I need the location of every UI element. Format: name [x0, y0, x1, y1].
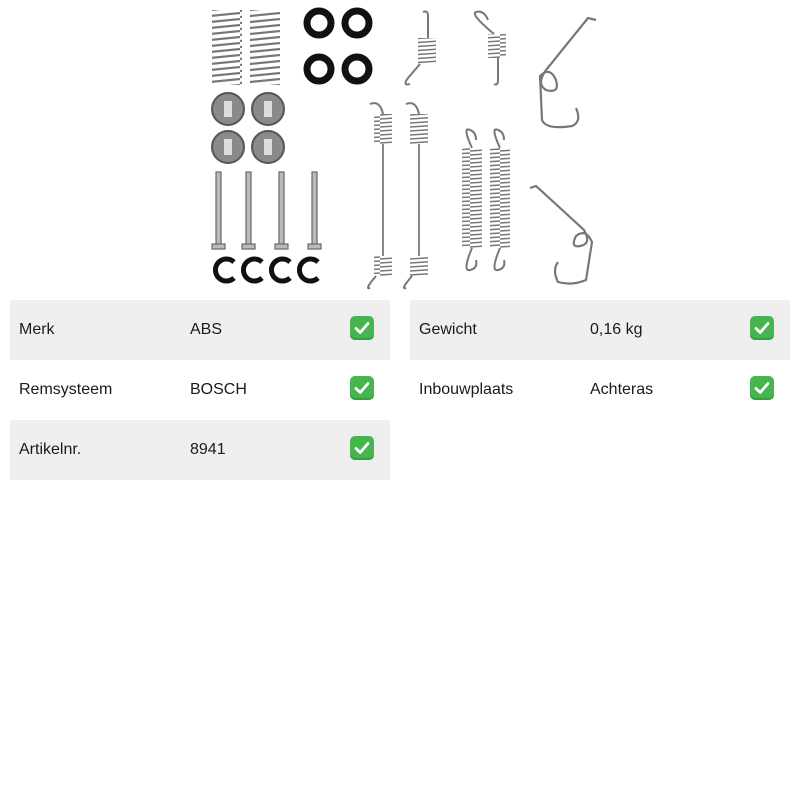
- spec-label: Gewicht: [419, 321, 477, 338]
- spec-value: 8941: [190, 441, 226, 458]
- check-mark-icon: [350, 316, 374, 340]
- rubber-ring-icon: [307, 11, 369, 81]
- spec-table-left: [10, 300, 390, 480]
- retaining-clip-icon: [215, 259, 318, 281]
- spec-row-merk: [10, 300, 390, 360]
- check-mark-icon: [350, 376, 374, 400]
- check-mark-icon: [750, 376, 774, 400]
- check-mark-icon: [750, 316, 774, 340]
- spec-label: Artikelnr.: [19, 441, 82, 458]
- spec-row-gewicht: [410, 300, 790, 360]
- check-mark-icon: [350, 436, 374, 460]
- short-tension-spring-icon: [405, 12, 506, 85]
- spec-label: Inbouwplaats: [419, 381, 514, 398]
- spring-cup-icon: [212, 93, 284, 163]
- spec-value: BOSCH: [190, 381, 247, 398]
- spec-label: Merk: [19, 321, 55, 338]
- spec-table-right: [410, 300, 790, 420]
- spec-value: Achteras: [590, 381, 654, 398]
- spec-value: ABS: [190, 321, 223, 338]
- spec-row-artikelnr: [10, 420, 390, 480]
- hold-down-pin-icon: [212, 172, 321, 249]
- spec-label: Remsysteem: [19, 381, 113, 398]
- lever-spring-icon: [530, 18, 596, 284]
- product-image: [200, 0, 600, 292]
- compression-spring-icon: [212, 10, 280, 85]
- long-return-spring-icon: [368, 103, 510, 288]
- spec-row-inbouwplaats: [410, 360, 790, 420]
- spec-value: 0,16 kg: [590, 321, 643, 338]
- spec-row-remsysteem: [10, 360, 390, 420]
